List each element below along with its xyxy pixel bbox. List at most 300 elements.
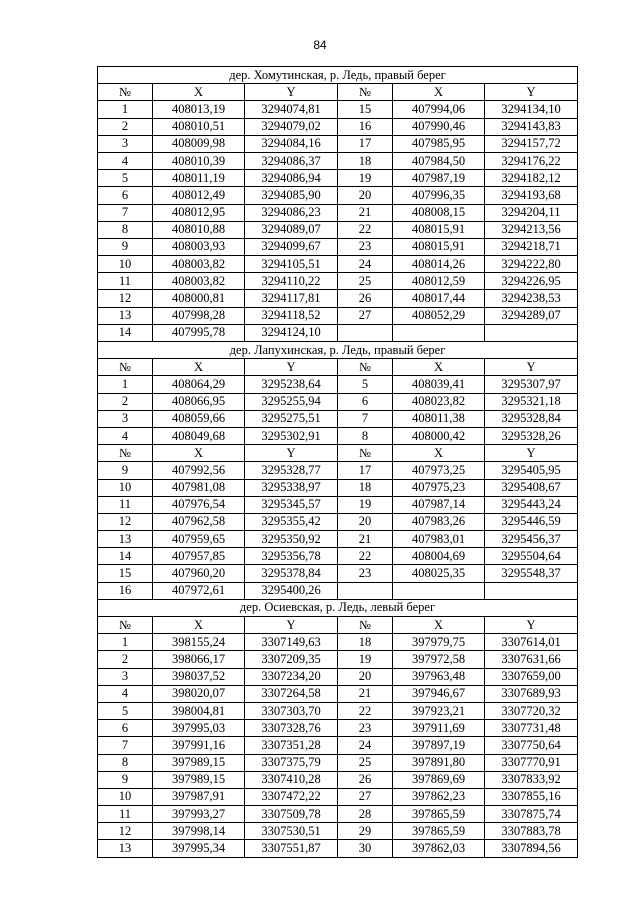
table-cell: 407990,46 (393, 118, 485, 135)
table-cell: 18 (338, 479, 393, 496)
table-cell: 397911,69 (393, 720, 485, 737)
table-cell: 408015,91 (393, 221, 485, 238)
table-cell: 408003,82 (153, 256, 245, 273)
table-row (98, 496, 578, 513)
table-cell: 407981,08 (153, 479, 245, 496)
table-cell: 17 (338, 462, 393, 479)
table-cell: 3294289,07 (485, 307, 578, 324)
section-title-row (98, 342, 578, 359)
header-row (98, 359, 578, 376)
table-cell: 4 (98, 152, 153, 169)
column-header: № (338, 617, 393, 634)
table-cell: 3294084,16 (245, 135, 338, 152)
table-cell: 6 (98, 720, 153, 737)
table-cell: 407983,26 (393, 513, 485, 530)
table-cell: 3295355,42 (245, 513, 338, 530)
table-cell: 3307750,64 (485, 737, 578, 754)
table-cell: 6 (98, 187, 153, 204)
table-cell (338, 582, 393, 599)
table-row (98, 737, 578, 754)
table-row (98, 548, 578, 565)
table-cell: 14 (98, 324, 153, 341)
table-cell: 3307351,28 (245, 737, 338, 754)
table-cell: 12 (98, 290, 153, 307)
table-cell: 408014,26 (393, 256, 485, 273)
table-cell: 3 (98, 668, 153, 685)
table-cell: 408012,59 (393, 273, 485, 290)
table-cell: 3295328,77 (245, 462, 338, 479)
section-title: дер. Лапухинская, р. Ледь, правый берег (98, 342, 578, 359)
table-cell: 23 (338, 238, 393, 255)
table-row (98, 101, 578, 118)
table-cell: 11 (98, 806, 153, 823)
table-cell: 3295378,84 (245, 565, 338, 582)
table-cell: 407976,54 (153, 496, 245, 513)
table-cell: 3307689,93 (485, 685, 578, 702)
table-cell: 3307234,20 (245, 668, 338, 685)
table-cell: 397991,16 (153, 737, 245, 754)
table-cell: 18 (338, 634, 393, 651)
table-cell: 30 (338, 840, 393, 857)
table-cell: 407972,61 (153, 582, 245, 599)
table-cell: 408012,95 (153, 204, 245, 221)
table-cell: 3307209,35 (245, 651, 338, 668)
table-cell: 408004,69 (393, 548, 485, 565)
table-cell: 3294117,81 (245, 290, 338, 307)
table-cell: 407998,28 (153, 307, 245, 324)
table-cell: 22 (338, 221, 393, 238)
table-cell: 17 (338, 135, 393, 152)
table-cell: 2 (98, 118, 153, 135)
column-header: X (153, 359, 245, 376)
table-row (98, 324, 578, 341)
table-row (98, 840, 578, 857)
table-cell: 3295408,67 (485, 479, 578, 496)
table-cell: 21 (338, 204, 393, 221)
coordinates-table (97, 66, 578, 858)
table-cell: 25 (338, 273, 393, 290)
table-cell: 14 (98, 548, 153, 565)
table-cell: 28 (338, 806, 393, 823)
table-row (98, 135, 578, 152)
table-cell: 408010,88 (153, 221, 245, 238)
table-cell: 19 (338, 170, 393, 187)
table-cell: 3294134,10 (485, 101, 578, 118)
column-header: № (338, 84, 393, 101)
column-header: X (393, 359, 485, 376)
table-cell: 397989,15 (153, 754, 245, 771)
table-cell: 4 (98, 427, 153, 444)
table-cell: 3295400,26 (245, 582, 338, 599)
table-row (98, 565, 578, 582)
table-cell: 3294213,56 (485, 221, 578, 238)
table-cell: 3294105,51 (245, 256, 338, 273)
table-row (98, 754, 578, 771)
table-cell: 3295307,97 (485, 376, 578, 393)
table-cell: 408011,38 (393, 410, 485, 427)
column-header: Y (245, 84, 338, 101)
table-cell: 3294124,10 (245, 324, 338, 341)
table-cell: 397869,69 (393, 771, 485, 788)
table-row (98, 273, 578, 290)
table-cell: 13 (98, 840, 153, 857)
table-cell: 397989,15 (153, 771, 245, 788)
table-row (98, 410, 578, 427)
table-cell: 3294086,94 (245, 170, 338, 187)
table-row (98, 479, 578, 496)
table-cell: 3294074,81 (245, 101, 338, 118)
table-cell: 3295328,84 (485, 410, 578, 427)
table-cell: 3295302,91 (245, 427, 338, 444)
table-cell: 407960,20 (153, 565, 245, 582)
table-cell: 3295356,78 (245, 548, 338, 565)
table-cell: 408012,49 (153, 187, 245, 204)
table-cell: 3294086,37 (245, 152, 338, 169)
table-cell: 3307631,66 (485, 651, 578, 668)
column-header: Y (245, 445, 338, 462)
column-header: X (393, 84, 485, 101)
table-cell: 23 (338, 565, 393, 582)
table-cell: 397865,59 (393, 806, 485, 823)
table-cell: 5 (338, 376, 393, 393)
table-row (98, 806, 578, 823)
table-row (98, 582, 578, 599)
table-cell: 407994,06 (393, 101, 485, 118)
table-cell: 3294089,07 (245, 221, 338, 238)
table-row (98, 685, 578, 702)
table-cell: 397865,59 (393, 823, 485, 840)
table-cell: 27 (338, 788, 393, 805)
column-header: X (153, 445, 245, 462)
table-cell: 18 (338, 152, 393, 169)
table-cell: 13 (98, 531, 153, 548)
table-cell: 20 (338, 668, 393, 685)
column-header: Y (485, 617, 578, 634)
table-cell: 10 (98, 256, 153, 273)
section-title: дер. Осиевская, р. Ледь, левый берег (98, 599, 578, 616)
table-cell: 23 (338, 720, 393, 737)
table-cell: 408059,66 (153, 410, 245, 427)
table-cell: 3294143,83 (485, 118, 578, 135)
table-row (98, 531, 578, 548)
table-cell: 3 (98, 410, 153, 427)
header-row (98, 445, 578, 462)
table-cell: 3294176,22 (485, 152, 578, 169)
table-row (98, 152, 578, 169)
column-header: № (338, 359, 393, 376)
table-row (98, 651, 578, 668)
table-cell: 408000,42 (393, 427, 485, 444)
table-cell: 3294086,23 (245, 204, 338, 221)
table-cell: 3295405,95 (485, 462, 578, 479)
table-cell: 21 (338, 685, 393, 702)
table-cell: 3295238,64 (245, 376, 338, 393)
table-cell: 3295255,94 (245, 393, 338, 410)
table-cell: 408009,98 (153, 135, 245, 152)
table-cell: 1 (98, 101, 153, 118)
table-row (98, 771, 578, 788)
table-row (98, 788, 578, 805)
table-cell: 3307509,78 (245, 806, 338, 823)
table-cell: 397972,58 (393, 651, 485, 668)
table-cell: 407995,78 (153, 324, 245, 341)
table-cell: 408011,19 (153, 170, 245, 187)
table-cell: 24 (338, 256, 393, 273)
table-cell: 3307731,48 (485, 720, 578, 737)
table-cell: 3294085,90 (245, 187, 338, 204)
table-cell: 408066,95 (153, 393, 245, 410)
table-cell: 9 (98, 462, 153, 479)
table-cell: 408010,39 (153, 152, 245, 169)
table-row (98, 221, 578, 238)
table-cell: 2 (98, 393, 153, 410)
table-cell: 407984,50 (393, 152, 485, 169)
table-cell: 3295350,92 (245, 531, 338, 548)
table-cell: 408013,19 (153, 101, 245, 118)
table-cell: 3 (98, 135, 153, 152)
table-cell: 398066,17 (153, 651, 245, 668)
table-cell: 407987,14 (393, 496, 485, 513)
table-cell: 21 (338, 531, 393, 548)
section-title: дер. Хомутинская, р. Ледь, правый берег (98, 67, 578, 84)
table-cell: 3307264,58 (245, 685, 338, 702)
table-cell: 398020,07 (153, 685, 245, 702)
table-cell: 22 (338, 702, 393, 719)
table-cell: 3307659,00 (485, 668, 578, 685)
table-cell: 407983,01 (393, 531, 485, 548)
table-cell: 397995,34 (153, 840, 245, 857)
table-cell: 3307875,74 (485, 806, 578, 823)
table-cell: 20 (338, 187, 393, 204)
table-cell: 3294157,72 (485, 135, 578, 152)
table-cell: 24 (338, 737, 393, 754)
table-cell: 3295321,18 (485, 393, 578, 410)
table-cell: 8 (338, 427, 393, 444)
table-cell: 3294204,11 (485, 204, 578, 221)
table-cell: 3307883,78 (485, 823, 578, 840)
table-cell: 397923,21 (393, 702, 485, 719)
table-cell: 3295456,37 (485, 531, 578, 548)
table-cell: 3295504,64 (485, 548, 578, 565)
table-row (98, 513, 578, 530)
column-header: X (153, 617, 245, 634)
column-header: № (98, 84, 153, 101)
table-cell: 7 (98, 204, 153, 221)
table-cell: 11 (98, 496, 153, 513)
table-row (98, 393, 578, 410)
table-cell: 398155,24 (153, 634, 245, 651)
table-cell: 407996,35 (393, 187, 485, 204)
column-header: № (98, 359, 153, 376)
table-cell: 5 (98, 702, 153, 719)
table-cell: 397987,91 (153, 788, 245, 805)
table-cell: 3307770,91 (485, 754, 578, 771)
column-header: Y (245, 617, 338, 634)
table-cell: 3294182,12 (485, 170, 578, 187)
table-cell: 407957,85 (153, 548, 245, 565)
table-cell: 3294110,22 (245, 273, 338, 290)
table-cell: 11 (98, 273, 153, 290)
table-cell: 3307614,01 (485, 634, 578, 651)
table-cell: 397979,75 (393, 634, 485, 651)
table-cell: 3294226,95 (485, 273, 578, 290)
table-cell: 26 (338, 771, 393, 788)
table-cell: 7 (338, 410, 393, 427)
table-cell: 407992,56 (153, 462, 245, 479)
table-cell: 3294118,52 (245, 307, 338, 324)
table-cell: 398004,81 (153, 702, 245, 719)
column-header: Y (245, 359, 338, 376)
table-cell: 3307530,51 (245, 823, 338, 840)
table-cell: 5 (98, 170, 153, 187)
section-title-row (98, 67, 578, 84)
table-cell: 3295275,51 (245, 410, 338, 427)
table-cell: 408010,51 (153, 118, 245, 135)
table-cell: 12 (98, 823, 153, 840)
table-row (98, 634, 578, 651)
table-cell: 3294222,80 (485, 256, 578, 273)
section-title-row (98, 599, 578, 616)
column-header: X (153, 84, 245, 101)
table-cell: 3307328,76 (245, 720, 338, 737)
table-row (98, 204, 578, 221)
table-cell: 3307303,70 (245, 702, 338, 719)
table-cell: 408025,35 (393, 565, 485, 582)
table-row (98, 462, 578, 479)
table-cell: 26 (338, 290, 393, 307)
table-cell: 408017,44 (393, 290, 485, 307)
table-cell: 407987,19 (393, 170, 485, 187)
table-row (98, 702, 578, 719)
table-cell: 2 (98, 651, 153, 668)
table-cell: 3307720,32 (485, 702, 578, 719)
table-cell: 407962,58 (153, 513, 245, 530)
table-row (98, 427, 578, 444)
table-cell: 8 (98, 754, 153, 771)
table-cell: 19 (338, 496, 393, 513)
table-row (98, 256, 578, 273)
table-cell (338, 324, 393, 341)
table-cell: 397946,67 (393, 685, 485, 702)
table-row (98, 238, 578, 255)
table-cell: 397862,03 (393, 840, 485, 857)
table-cell: 408052,29 (393, 307, 485, 324)
table-cell: 408003,93 (153, 238, 245, 255)
table-cell: 407975,23 (393, 479, 485, 496)
header-row (98, 617, 578, 634)
page-number: 84 (313, 38, 327, 52)
table-row (98, 376, 578, 393)
column-header: Y (485, 445, 578, 462)
table-cell (393, 324, 485, 341)
table-cell: 3307833,92 (485, 771, 578, 788)
table-cell: 407959,65 (153, 531, 245, 548)
column-header: № (98, 445, 153, 462)
table-cell: 29 (338, 823, 393, 840)
table-row (98, 187, 578, 204)
table-cell: 408000,81 (153, 290, 245, 307)
table-cell: 20 (338, 513, 393, 530)
table-cell: 397897,19 (393, 737, 485, 754)
table-cell: 15 (98, 565, 153, 582)
table-cell: 408049,68 (153, 427, 245, 444)
table-cell: 3294193,68 (485, 187, 578, 204)
table-row (98, 668, 578, 685)
table-cell: 25 (338, 754, 393, 771)
table-cell (485, 582, 578, 599)
table-cell: 3294218,71 (485, 238, 578, 255)
table-cell: 12 (98, 513, 153, 530)
table-row (98, 307, 578, 324)
table-cell: 408023,82 (393, 393, 485, 410)
table-cell: 397963,48 (393, 668, 485, 685)
table-cell: 7 (98, 737, 153, 754)
table-cell: 8 (98, 221, 153, 238)
table-cell: 397998,14 (153, 823, 245, 840)
table-row (98, 170, 578, 187)
column-header: № (338, 445, 393, 462)
table-cell: 13 (98, 307, 153, 324)
table-cell: 3307855,16 (485, 788, 578, 805)
table-row (98, 823, 578, 840)
table-cell: 3307894,56 (485, 840, 578, 857)
table-cell: 27 (338, 307, 393, 324)
table-cell: 3294238,53 (485, 290, 578, 307)
table-cell: 397993,27 (153, 806, 245, 823)
table-cell: 10 (98, 479, 153, 496)
table-cell: 3307472,22 (245, 788, 338, 805)
table-cell: 408003,82 (153, 273, 245, 290)
column-header: X (393, 445, 485, 462)
table-cell: 3295446,59 (485, 513, 578, 530)
table-cell: 1 (98, 376, 153, 393)
table-cell: 3295443,24 (485, 496, 578, 513)
table-cell: 15 (338, 101, 393, 118)
table-cell: 9 (98, 238, 153, 255)
table-cell: 408015,91 (393, 238, 485, 255)
table-cell: 3295345,57 (245, 496, 338, 513)
column-header: Y (485, 84, 578, 101)
column-header: Y (485, 359, 578, 376)
column-header: X (393, 617, 485, 634)
table-cell: 3295338,97 (245, 479, 338, 496)
table-cell: 3307551,87 (245, 840, 338, 857)
table-cell: 3294079,02 (245, 118, 338, 135)
table-cell: 4 (98, 685, 153, 702)
header-row (98, 84, 578, 101)
table-cell: 6 (338, 393, 393, 410)
table-cell: 397891,80 (393, 754, 485, 771)
table-cell: 16 (338, 118, 393, 135)
table-cell: 408064,29 (153, 376, 245, 393)
column-header: № (98, 617, 153, 634)
table-cell: 10 (98, 788, 153, 805)
table-cell: 19 (338, 651, 393, 668)
table-cell: 3295548,37 (485, 565, 578, 582)
table-cell: 407973,25 (393, 462, 485, 479)
table-row (98, 290, 578, 307)
table-cell: 397862,23 (393, 788, 485, 805)
table-cell: 22 (338, 548, 393, 565)
table-cell: 3295328,26 (485, 427, 578, 444)
table-cell: 407985,95 (393, 135, 485, 152)
table-cell: 3307410,28 (245, 771, 338, 788)
table-cell: 398037,52 (153, 668, 245, 685)
table-cell: 3307149,63 (245, 634, 338, 651)
table-cell: 1 (98, 634, 153, 651)
table-cell (393, 582, 485, 599)
table-cell: 3294099,67 (245, 238, 338, 255)
